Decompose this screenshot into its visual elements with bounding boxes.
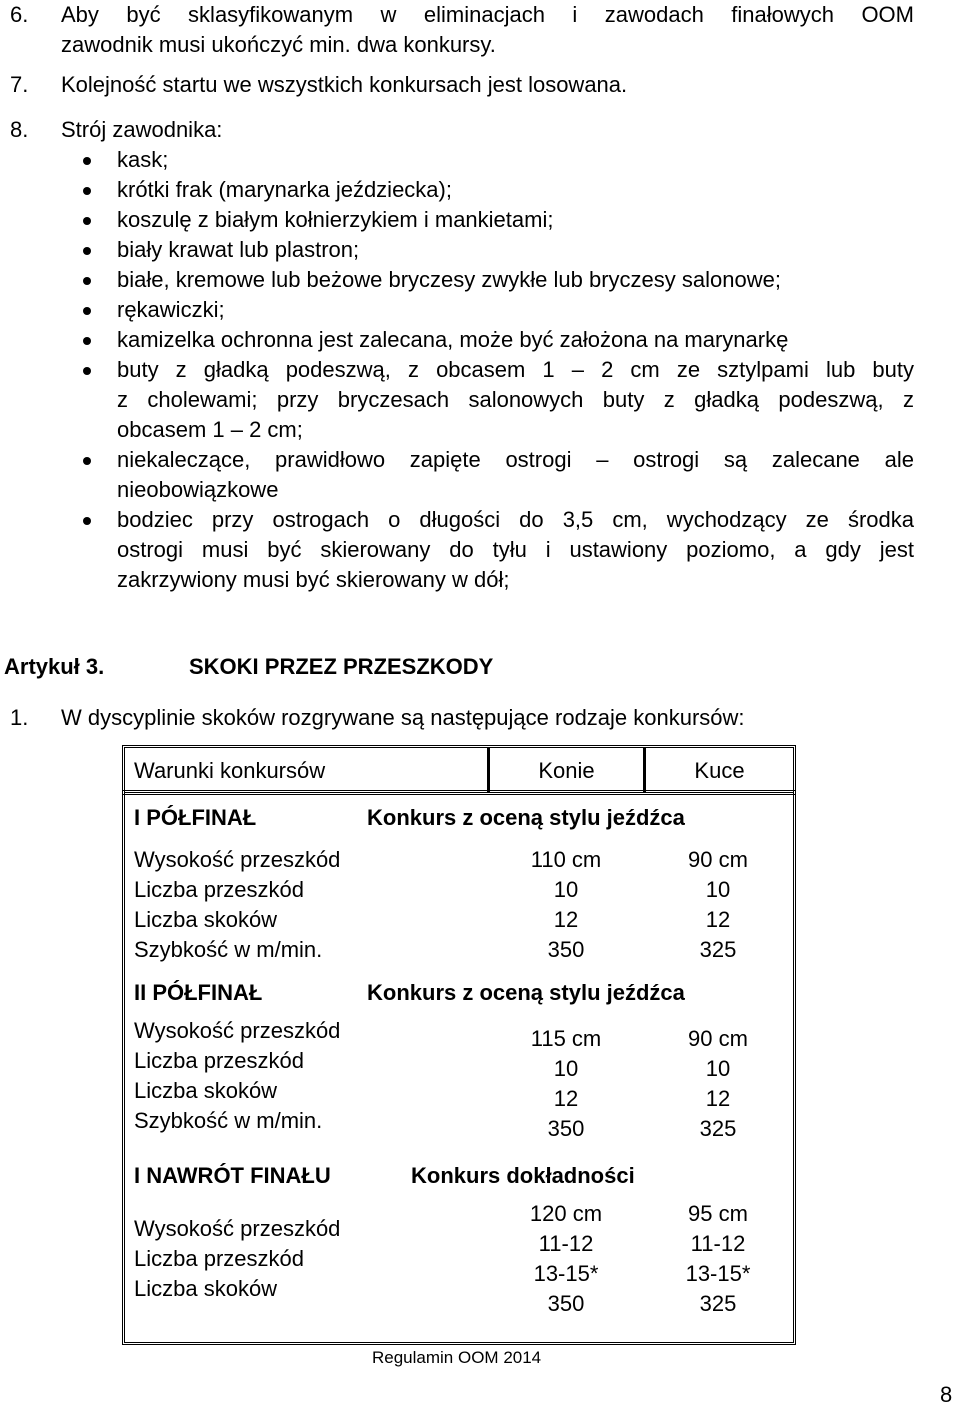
bullet-icon	[83, 187, 91, 195]
ponies-value: 11-12	[690, 1231, 746, 1256]
table-header-row	[122, 745, 796, 795]
item-7-text: Kolejność startu we wszystkich konkursach jest losowana.	[61, 72, 628, 97]
list-item-line: nieobowiązkowe	[117, 477, 279, 502]
list-item: kamizelka ochronna jest zalecana, może być założona na marynarkę	[117, 327, 789, 352]
item-6-number: 6.	[10, 2, 29, 27]
horses-value: 12	[553, 907, 579, 932]
header-ponies: Kuce	[694, 758, 745, 783]
list-item: krótki frak (marynarka jeździecka);	[117, 177, 452, 202]
list-item-line: z cholewami; przy bryczesach salonowych buty z gładką podeszwą, z	[117, 387, 914, 412]
horses-value: 11-12	[538, 1231, 594, 1256]
section-type: Konkurs z oceną stylu jeźdźca	[367, 805, 685, 830]
bullet-icon	[83, 337, 91, 345]
ponies-value: 90 cm	[688, 1026, 748, 1051]
bullet-icon	[83, 157, 91, 165]
list-item: rękawiczki;	[117, 297, 225, 322]
page-number: 8	[940, 1382, 953, 1407]
row-label: Liczba skoków	[134, 1078, 278, 1103]
ponies-value: 325	[699, 1291, 737, 1316]
list-item: kask;	[117, 147, 169, 172]
row-label: Wysokość przeszkód	[134, 847, 341, 872]
ponies-value: 325	[699, 937, 737, 962]
horses-value: 12	[553, 1086, 579, 1111]
horses-value: 110 cm	[530, 847, 602, 872]
list-item: białe, kremowe lub beżowe bryczesy zwykłe lub bryczesy salonowe;	[117, 267, 781, 292]
article-title: SKOKI PRZEZ PRZESZKODY	[189, 654, 494, 679]
row-label: Szybkość w m/min.	[134, 1108, 323, 1133]
horses-value: 350	[547, 1291, 585, 1316]
article-label: Artykuł 3.	[4, 654, 105, 679]
horses-value: 120 cm	[529, 1201, 603, 1226]
item-6-line-2: zawodnik musi ukończyć min. dwa konkursy.	[61, 32, 496, 57]
header-horses: Konie	[538, 758, 595, 783]
bullet-icon	[83, 517, 91, 525]
ponies-value: 90 cm	[688, 847, 748, 872]
horses-value: 115 cm	[530, 1026, 602, 1051]
row-label: Liczba przeszkód	[134, 1048, 304, 1073]
bullet-icon	[83, 307, 91, 315]
bullet-icon	[83, 277, 91, 285]
item-8-text: Strój zawodnika:	[61, 117, 223, 142]
item-8-number: 8.	[10, 117, 29, 142]
section-type: Konkurs z oceną stylu jeźdźca	[367, 980, 685, 1005]
row-label: Wysokość przeszkód	[134, 1216, 341, 1241]
item-6-line-1: Aby być sklasyfikowanym w eliminacjach i zawodach finałowych OOM	[61, 2, 914, 27]
horses-value: 13-15*	[533, 1261, 599, 1286]
bullet-icon	[83, 247, 91, 255]
row-label: Liczba przeszkód	[134, 877, 304, 902]
list-item-line: zakrzywiony musi być skierowany w dół;	[117, 567, 510, 592]
horses-value: 10	[553, 877, 579, 902]
section-name: I PÓŁFINAŁ	[134, 805, 257, 830]
row-label: Liczba skoków	[134, 907, 278, 932]
row-label: Liczba skoków	[134, 1276, 278, 1301]
ponies-value: 12	[705, 1086, 731, 1111]
row-label: Szybkość w m/min.	[134, 937, 323, 962]
horses-value: 350	[547, 1116, 585, 1141]
horses-value: 350	[547, 937, 585, 962]
list-item-line: obcasem 1 – 2 cm;	[117, 417, 303, 442]
list-item: koszulę z białym kołnierzykiem i mankietami;	[117, 207, 554, 232]
section-type: Konkurs dokładności	[411, 1163, 635, 1188]
horses-value: 10	[553, 1056, 579, 1081]
ponies-value: 325	[699, 1116, 737, 1141]
list-item-line: buty z gładką podeszwą, z obcasem 1 – 2 cm ze sztylpami lub buty	[117, 357, 914, 382]
ponies-value: 13-15*	[685, 1261, 751, 1286]
section-name: II PÓŁFINAŁ	[134, 980, 263, 1005]
list-item-line: bodziec przy ostrogach o długości do 3,5 cm, wychodzący ze środka	[117, 507, 914, 532]
ponies-value: 12	[705, 907, 731, 932]
bullet-icon	[83, 217, 91, 225]
section-name: I NAWRÓT FINAŁU	[134, 1163, 331, 1188]
ponies-value: 10	[705, 877, 731, 902]
item-7-number: 7.	[10, 72, 29, 97]
intro-text: W dyscyplinie skoków rozgrywane są następujące rodzaje konkursów:	[61, 705, 745, 730]
bullet-icon	[83, 367, 91, 375]
row-label: Wysokość przeszkód	[134, 1018, 341, 1043]
ponies-value: 10	[705, 1056, 731, 1081]
ponies-value: 95 cm	[688, 1201, 748, 1226]
list-item-line: ostrogi musi być skierowany do tyłu i ustawiony poziomo, a gdy jest	[117, 537, 914, 562]
row-label: Liczba przeszkód	[134, 1246, 304, 1271]
bullet-icon	[83, 457, 91, 465]
list-item: biały krawat lub plastron;	[117, 237, 360, 262]
list-item-line: niekaleczące, prawidłowo zapięte ostrogi – ostrogi są zalecane ale	[117, 447, 914, 472]
footer-text: Regulamin OOM 2014	[372, 1348, 542, 1367]
intro-number: 1.	[10, 705, 29, 730]
header-conditions: Warunki konkursów	[134, 758, 326, 783]
